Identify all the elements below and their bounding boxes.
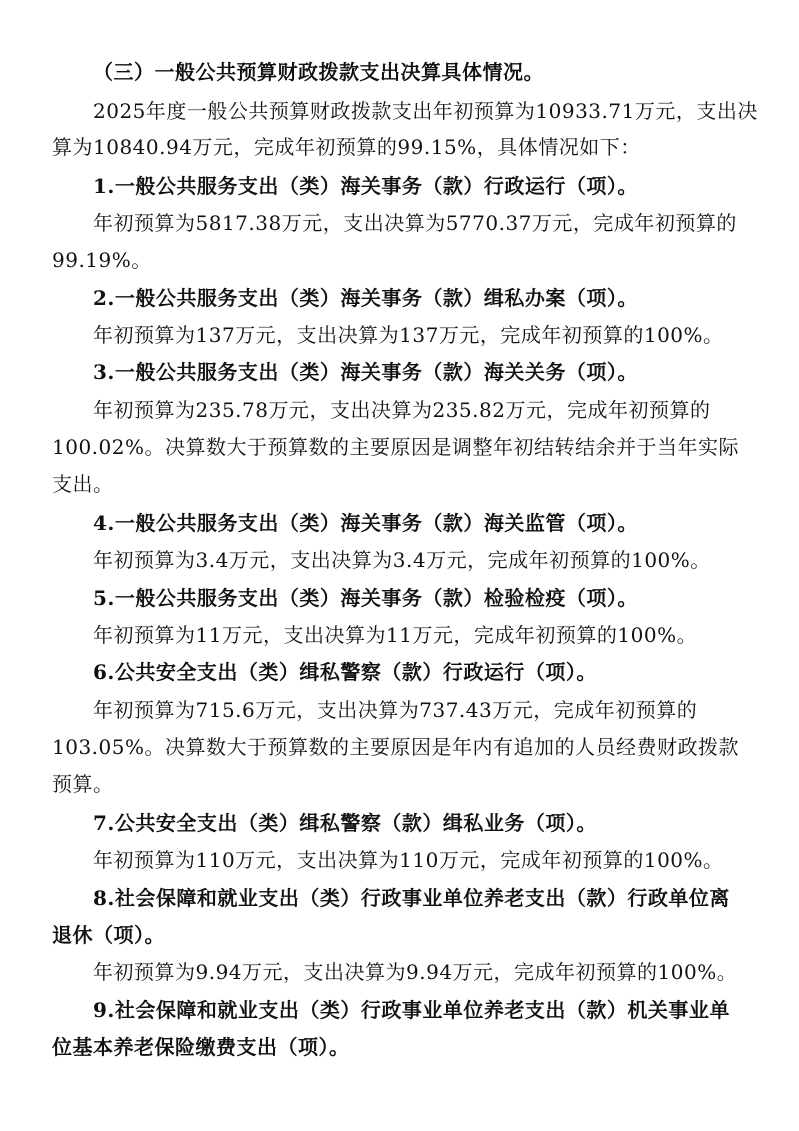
intro-line-2: 算为10840.94万元，完成年初预算的99.15%，具体情况如下： [52,135,641,159]
item-5-heading: 5.一般公共服务支出（类）海关事务（款）检验检疫（项）。 [93,586,638,610]
item-8-body-1: 年初预算为9.94万元，支出决算为9.94万元，完成年初预算的100%。 [93,960,738,984]
item-3-body-3: 支出。 [52,472,114,496]
item-5-body-1: 年初预算为11万元，支出决算为11万元，完成年初预算的100%。 [93,623,698,647]
item-9-heading-1: 9.社会保障和就业支出（类）行政事业单位养老支出（款）机关事业单 [93,998,730,1022]
item-4-heading: 4.一般公共服务支出（类）海关事务（款）海关监管（项）。 [93,511,638,535]
item-8-heading-1: 8.社会保障和就业支出（类）行政事业单位养老支出（款）行政单位离 [93,886,730,910]
item-6-body-2: 103.05%。决算数大于预算数的主要原因是年内有追加的人员经费财政拨款 [52,735,739,759]
item-1-body-2: 99.19%。 [52,248,152,272]
section-title: （三）一般公共预算财政拨款支出决算具体情况。 [93,60,544,84]
item-6-body-3: 预算。 [52,772,114,796]
item-8-heading-2: 退休（项）。 [52,923,165,947]
item-2-body-1: 年初预算为137万元，支出决算为137万元，完成年初预算的100%。 [93,323,724,347]
item-1-body-1: 年初预算为5817.38万元，支出决算为5770.37万元，完成年初预算的 [93,211,737,235]
intro-line-1: 2025年度一般公共预算财政拨款支出年初预算为10933.71万元，支出决 [93,99,758,123]
item-6-body-1: 年初预算为715.6万元，支出决算为737.43万元，完成年初预算的 [93,698,698,722]
item-6-heading: 6.公共安全支出（类）缉私警察（款）行政运行（项）。 [93,660,597,684]
item-3-body-1: 年初预算为235.78万元，支出决算为235.82万元，完成年初预算的 [93,398,711,422]
item-2-heading: 2.一般公共服务支出（类）海关事务（款）缉私办案（项）。 [93,286,638,310]
item-1-heading: 1.一般公共服务支出（类）海关事务（款）行政运行（项）。 [93,174,638,198]
item-7-body-1: 年初预算为110万元，支出决算为110万元，完成年初预算的100%。 [93,848,724,872]
item-7-heading: 7.公共安全支出（类）缉私警察（款）缉私业务（项）。 [93,811,597,835]
item-3-body-2: 100.02%。决算数大于预算数的主要原因是调整年初结转结余并于当年实际 [52,435,739,459]
item-4-body-1: 年初预算为3.4万元，支出决算为3.4万元，完成年初预算的100%。 [93,548,711,572]
item-9-heading-2: 位基本养老保险缴费支出（项）。 [52,1035,350,1059]
item-3-heading: 3.一般公共服务支出（类）海关事务（款）海关关务（项）。 [93,360,638,384]
